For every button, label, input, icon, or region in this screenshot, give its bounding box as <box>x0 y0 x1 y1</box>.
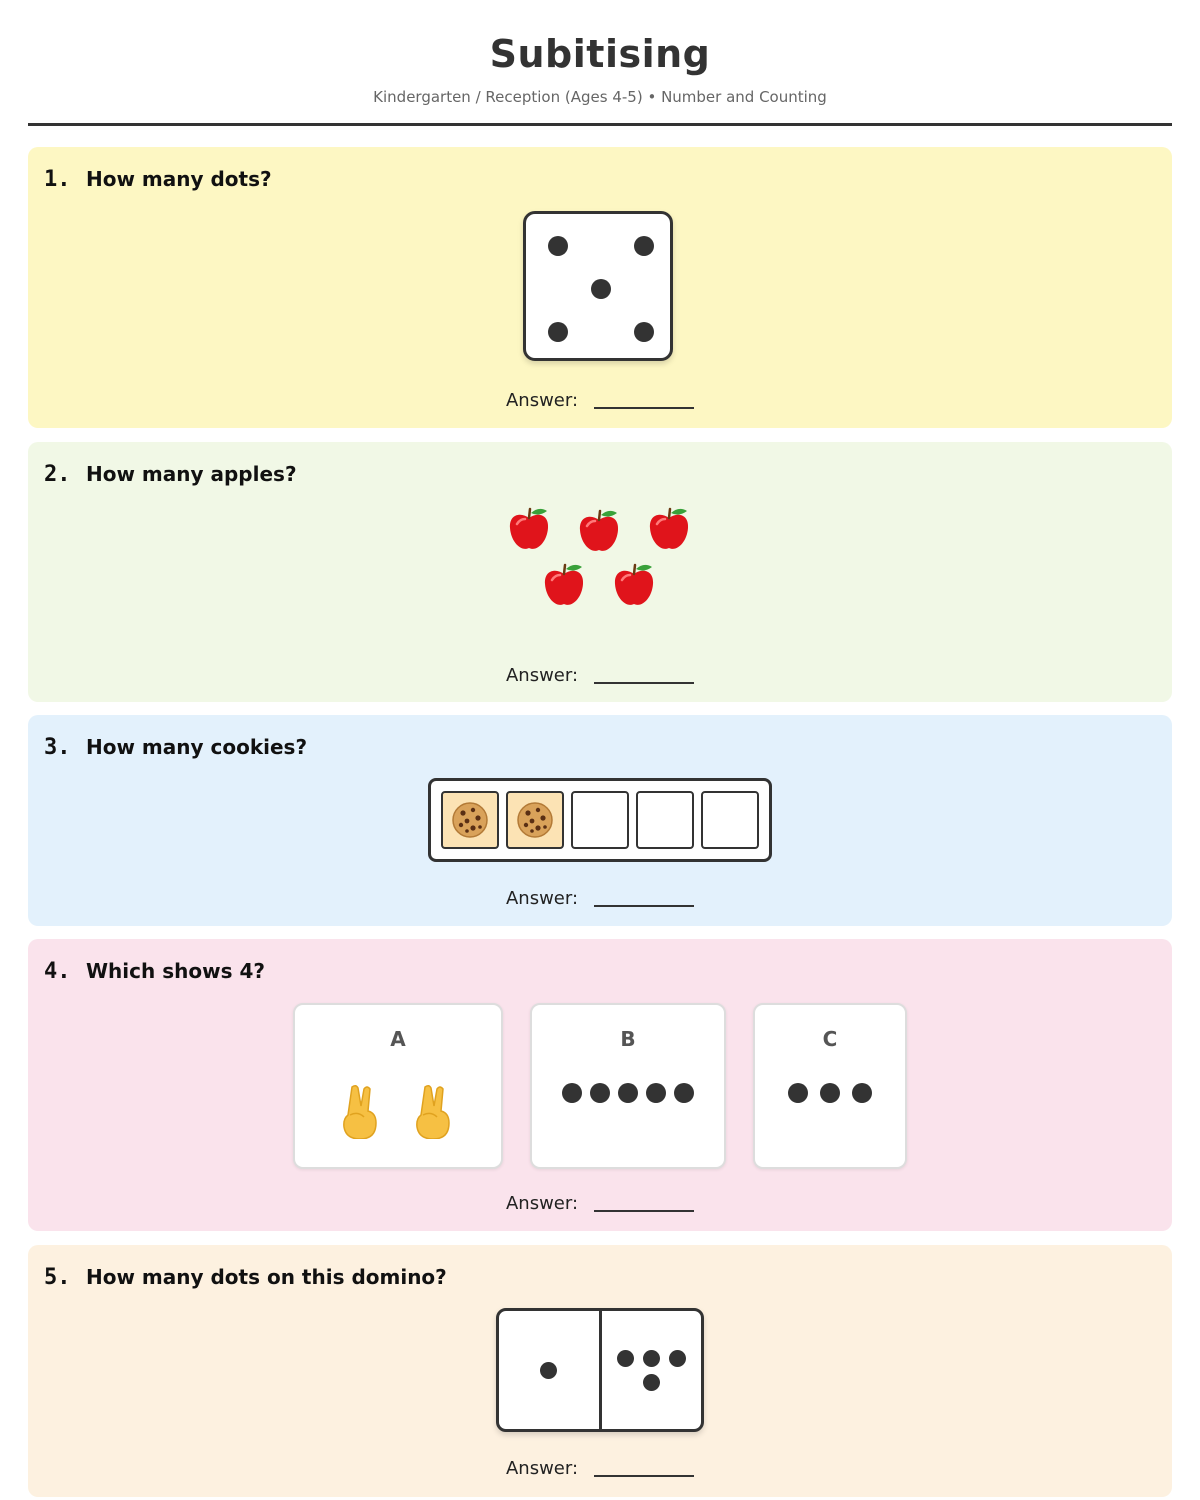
choice-card-c[interactable] <box>753 1003 907 1169</box>
domino-pip <box>669 1350 686 1367</box>
question-2 <box>28 442 1172 702</box>
dice-pip <box>634 236 654 256</box>
apple-icon <box>507 506 551 552</box>
dot <box>646 1083 666 1103</box>
answer-row <box>28 1457 1172 1479</box>
victory-hand-icon <box>338 1081 384 1139</box>
choice-label: C <box>822 1027 838 1051</box>
domino <box>496 1308 704 1432</box>
question-text: How many apples? <box>86 462 297 486</box>
frame-cell <box>506 791 564 849</box>
dice <box>523 211 673 361</box>
choice-label: A <box>390 1027 406 1051</box>
dice-pip <box>548 236 568 256</box>
question-3 <box>28 715 1172 926</box>
question-4 <box>28 939 1172 1231</box>
victory-hand-icon <box>411 1081 457 1139</box>
answer-blank[interactable] <box>594 1210 694 1212</box>
choice-label: B <box>620 1027 636 1051</box>
question-number: 3. <box>44 735 71 760</box>
dot <box>852 1083 872 1103</box>
apple-icon <box>647 506 691 552</box>
answer-row <box>28 887 1172 909</box>
question-5 <box>28 1245 1172 1497</box>
five-frame <box>428 778 772 862</box>
frame-cell <box>571 791 629 849</box>
page-title: Subitising <box>489 32 711 76</box>
answer-blank[interactable] <box>594 682 694 684</box>
domino-pip <box>540 1362 557 1379</box>
apple-icon <box>542 562 586 608</box>
domino-pip <box>643 1350 660 1367</box>
apple-icon <box>577 508 621 554</box>
domino-pip <box>617 1350 634 1367</box>
apple-icon <box>612 562 656 608</box>
answer-label: Answer: <box>505 389 579 411</box>
cookie-icon <box>451 801 489 839</box>
dot <box>674 1083 694 1103</box>
dice-pip <box>548 322 568 342</box>
question-1 <box>28 147 1172 428</box>
question-4-prompt <box>44 959 265 984</box>
answer-blank[interactable] <box>594 905 694 907</box>
question-number: 2. <box>44 462 71 487</box>
answer-label: Answer: <box>505 664 579 686</box>
question-text: Which shows 4? <box>86 959 265 983</box>
question-text: How many dots? <box>86 167 272 191</box>
answer-blank[interactable] <box>594 1475 694 1477</box>
question-2-prompt <box>44 462 297 487</box>
header-divider <box>28 123 1172 126</box>
dot <box>820 1083 840 1103</box>
question-1-prompt <box>44 167 272 192</box>
domino-pip <box>643 1374 660 1391</box>
page-subtitle: Kindergarten / Reception (Ages 4-5) • Number and Counting <box>373 88 827 106</box>
question-number: 5. <box>44 1265 71 1290</box>
answer-blank[interactable] <box>594 407 694 409</box>
question-number: 4. <box>44 959 71 984</box>
choice-card-a[interactable] <box>293 1003 503 1169</box>
question-3-prompt <box>44 735 307 760</box>
question-5-prompt <box>44 1265 447 1290</box>
dot <box>590 1083 610 1103</box>
answer-row <box>28 1192 1172 1214</box>
domino-divider <box>599 1311 602 1429</box>
dot <box>562 1083 582 1103</box>
answer-label: Answer: <box>505 1457 579 1479</box>
dot <box>618 1083 638 1103</box>
question-text: How many dots on this domino? <box>86 1265 447 1289</box>
answer-label: Answer: <box>505 887 579 909</box>
question-number: 1. <box>44 167 71 192</box>
frame-cell <box>636 791 694 849</box>
choice-card-b[interactable] <box>530 1003 726 1169</box>
frame-cell <box>441 791 499 849</box>
answer-label: Answer: <box>505 1192 579 1214</box>
answer-row <box>28 389 1172 411</box>
cookie-icon <box>516 801 554 839</box>
dice-pip <box>634 322 654 342</box>
question-text: How many cookies? <box>86 735 308 759</box>
dot <box>788 1083 808 1103</box>
dice-pip <box>591 279 611 299</box>
answer-row <box>28 664 1172 686</box>
frame-cell <box>701 791 759 849</box>
